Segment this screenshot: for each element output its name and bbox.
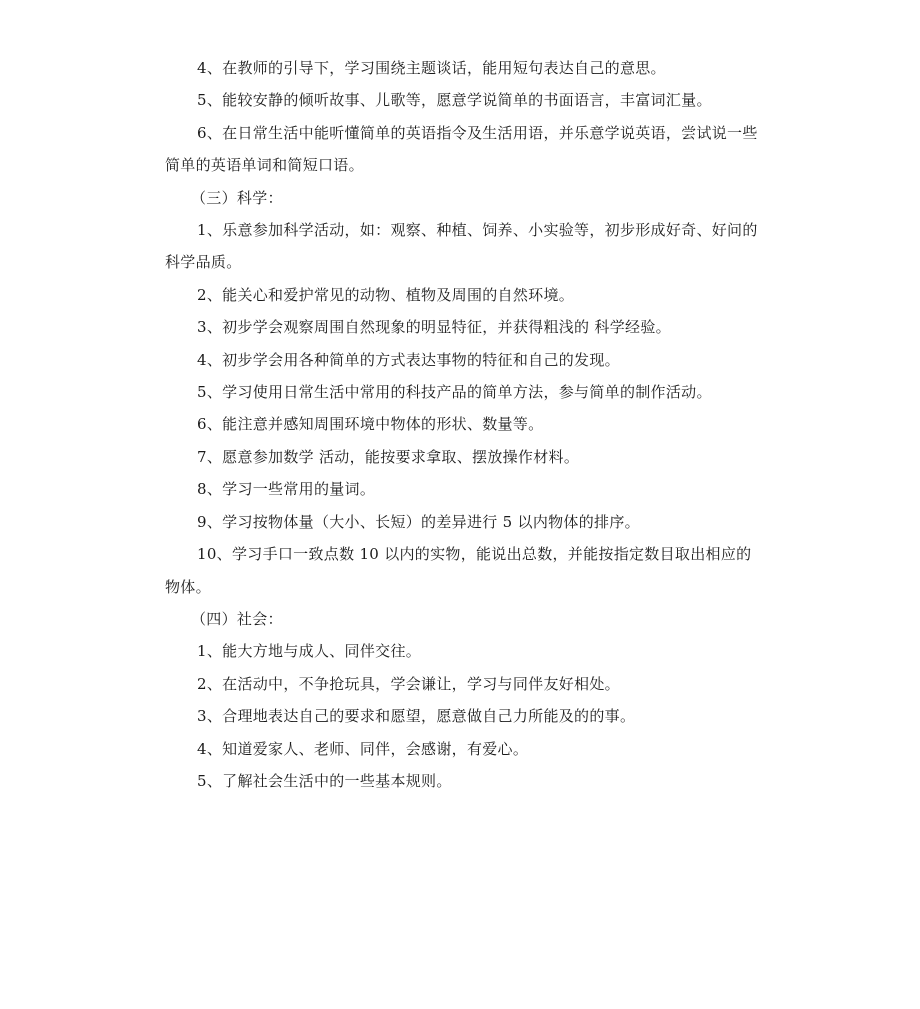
science-heading: （三）科学：: [191, 188, 283, 207]
science-item-1: 1、乐意参加科学活动，如：观察、种植、饲养、小实验等，初步形成好奇、好问的科学品质。: [165, 221, 758, 272]
science-item-9: 9、学习按物体量（大小、长短）的差异进行 5 以内物体的排序。: [197, 512, 640, 531]
science-item-4: 4、初步学会用各种简单的方式表达事物的特征和自己的发现。: [197, 350, 620, 369]
society-item-5: 5、了解社会生活中的一些基本规则。: [197, 771, 452, 790]
science-item-10: 10、学习手口一致点数 10 以内的实物，能说出总数，并能按指定数目取出相应的物体。: [165, 545, 752, 596]
society-item-3: 3、合理地表达自己的要求和愿望，愿意做自己力所能及的的事。: [197, 707, 636, 726]
science-item-5: 5、学习使用日常生活中常用的科技产品的简单方法，参与简单的制作活动。: [197, 383, 712, 402]
society-item-1: 1、能大方地与成人、同伴交往。: [197, 642, 422, 661]
science-item-3: 3、初步学会观察周围自然现象的明显特征，并获得粗浅的 科学经验。: [197, 318, 671, 337]
society-item-4: 4、知道爱家人、老师、同伴，会感谢，有爱心。: [197, 739, 529, 758]
language-item-6: 6、在日常生活中能听懂简单的英语指令及生活用语，并乐意学说英语，尝试说一些简单的英语单词和简短口语。: [165, 123, 758, 175]
science-item-7: 7、愿意参加数学 活动，能按要求拿取、摆放操作材料。: [197, 447, 580, 466]
document-body: [165, 52, 765, 797]
science-item-8: 8、学习一些常用的量词。: [197, 480, 376, 499]
society-heading: （四）社会：: [191, 609, 283, 628]
society-item-2: 2、在活动中，不争抢玩具，学会谦让，学习与同伴友好相处。: [197, 674, 620, 693]
language-item-4: 4、在教师的引导下，学习围绕主题谈话，能用短句表达自己的意思。: [197, 59, 666, 77]
science-item-2: 2、能关心和爱护常见的动物、植物及周围的自然环境。: [197, 285, 575, 304]
science-item-6: 6、能注意并感知周围环境中物体的形状、数量等。: [197, 415, 544, 434]
language-item-5: 5、能较安静的倾听故事、儿歌等，愿意学说简单的书面语言，丰富词汇量。: [197, 91, 712, 110]
